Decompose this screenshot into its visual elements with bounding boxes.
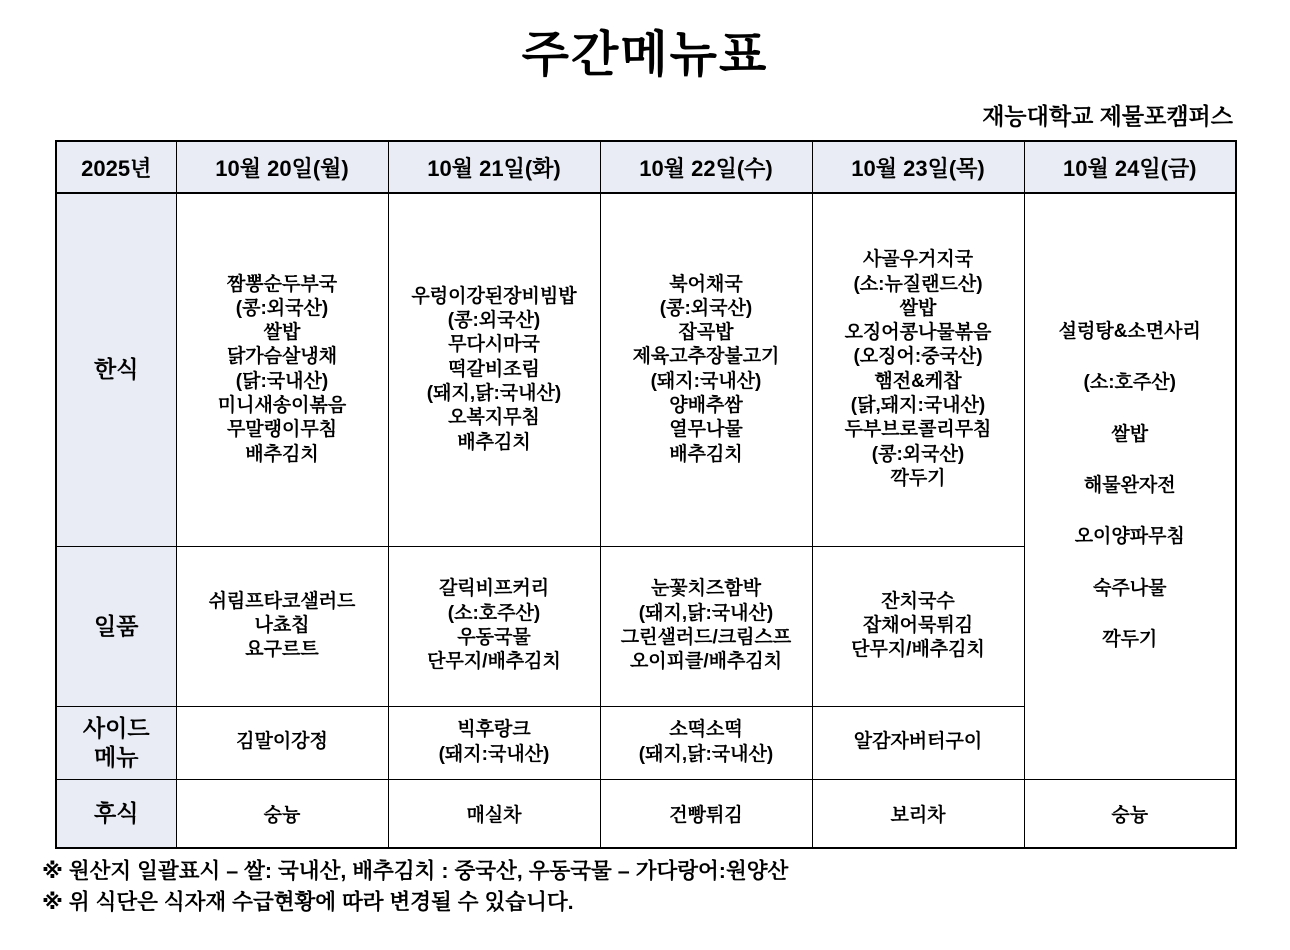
menu-item: 나쵸칩 xyxy=(254,614,310,636)
menu-item: 김말이강정 xyxy=(236,731,328,753)
menu-item: 잡채어묵튀김 xyxy=(862,614,974,636)
menu-item: 빅후랑크 (돼지:국내산) xyxy=(438,719,550,765)
menu-item: 해물완자전 xyxy=(1083,475,1176,497)
dessert-item: 숭늉 xyxy=(1111,804,1149,826)
ilpum-tue-cell xyxy=(388,546,600,706)
menu-item: 미니새송이볶음 xyxy=(217,395,347,417)
menu-item: 배추김치 xyxy=(457,431,531,453)
dessert-thu-cell xyxy=(812,779,1024,848)
day-header-mon: 10월 20일(월) xyxy=(176,141,388,193)
menu-item: 깍두기 xyxy=(1102,629,1158,651)
menu-list xyxy=(389,577,600,674)
menu-item: 요구르트 xyxy=(245,639,319,661)
menu-item: 오징어콩나물볶음 (오징어:중국산) xyxy=(844,322,992,368)
menu-list xyxy=(177,273,388,468)
table-header-row xyxy=(56,141,1236,193)
hansik-tue-cell xyxy=(388,193,600,546)
dessert-item: 건빵튀김 xyxy=(669,804,743,826)
side-mon-cell xyxy=(176,706,388,779)
menu-item: 닭가슴살냉채 (닭:국내산) xyxy=(226,346,338,392)
menu-item: 쉬림프타코샐러드 xyxy=(208,590,356,612)
row-label-dessert: 후식 xyxy=(56,779,176,848)
menu-item: 북어채국 (콩:외국산) xyxy=(659,273,753,319)
menu-item: 깍두기 xyxy=(890,468,946,489)
side-tue-cell xyxy=(388,706,600,779)
dessert-item: 보리차 xyxy=(890,804,946,826)
menu-item: 잡곡밥 xyxy=(678,322,734,344)
menu-item: 그린샐러드/크림스프 xyxy=(620,627,792,648)
dessert-item: 숭늉 xyxy=(263,804,301,826)
ilpum-thu-cell xyxy=(812,546,1024,706)
menu-item: 양배추쌈 xyxy=(669,395,743,417)
year-header-cell: 2025년 xyxy=(56,141,176,193)
menu-list xyxy=(389,285,600,455)
menu-list xyxy=(813,730,1024,754)
row-label-side-menu xyxy=(56,706,176,779)
menu-item: 단무지/배추김치 xyxy=(851,639,985,661)
campus-subtitle: 재능대학교 제물포캠퍼스 xyxy=(982,103,1233,129)
menu-item: 오복지무침 xyxy=(448,407,540,429)
footnote-origin: ※ 원산지 일괄표시 – 쌀: 국내산, 배추김치 : 중국산, 우동국물 – 가다랑어:원양산 xyxy=(42,859,789,883)
menu-list xyxy=(601,577,812,674)
menu-item: 오이피클/배추김치 xyxy=(629,651,783,673)
friday-merged-cell xyxy=(1024,193,1236,779)
menu-list xyxy=(177,590,388,663)
ilpum-mon-cell xyxy=(176,546,388,706)
day-header-wed: 10월 22일(수) xyxy=(600,141,812,193)
menu-item: 무말랭이무침 xyxy=(226,419,338,441)
menu-list xyxy=(1025,320,1236,652)
menu-list xyxy=(601,273,812,468)
label-lines xyxy=(57,714,176,772)
hansik-mon-cell xyxy=(176,193,388,546)
menu-item: 사골우거지국 (소:뉴질랜드산) xyxy=(853,249,983,295)
dessert-row xyxy=(56,779,1236,848)
menu-table xyxy=(55,140,1237,849)
menu-item: 쌀밥 xyxy=(263,322,301,344)
hansik-wed-cell xyxy=(600,193,812,546)
menu-item: 소떡소떡 (돼지,닭:국내산) xyxy=(638,719,774,765)
row-label-ilpum: 일품 xyxy=(56,546,176,706)
menu-list xyxy=(813,248,1024,491)
side-thu-cell xyxy=(812,706,1024,779)
menu-item: 알감자버터구이 xyxy=(853,731,983,753)
menu-item: 우렁이강된장비빔밥 (콩:외국산) xyxy=(411,285,577,331)
menu-item: 두부브로콜리무침 (콩:외국산) xyxy=(844,419,992,465)
menu-item: 무다시마국 xyxy=(448,334,540,356)
menu-item: 쌀밥 xyxy=(899,297,937,319)
menu-item: 단무지/배추김치 xyxy=(427,651,561,673)
footnotes xyxy=(42,856,788,918)
menu-item: 메뉴 xyxy=(94,743,139,770)
menu-item: 햄전&케찹 (닭,돼지:국내산) xyxy=(850,370,986,417)
dessert-fri-cell xyxy=(1024,779,1236,848)
menu-item: 숙주나물 xyxy=(1093,577,1167,599)
menu-list xyxy=(813,590,1024,663)
menu-item: 떡갈비조림 (돼지,닭:국내산) xyxy=(426,358,562,404)
menu-list xyxy=(389,718,600,767)
dessert-mon-cell xyxy=(176,779,388,848)
menu-item: 잔치국수 xyxy=(881,590,955,612)
menu-list xyxy=(177,730,388,754)
menu-item: 배추김치 xyxy=(245,443,319,465)
menu-item: 설렁탕&소면사리 xyxy=(1058,321,1201,343)
dessert-item: 매실차 xyxy=(466,804,522,826)
hansik-row xyxy=(56,193,1236,546)
day-header-tue: 10월 21일(화) xyxy=(388,141,600,193)
menu-list xyxy=(601,718,812,767)
menu-item: 오이양파무침 xyxy=(1074,526,1185,548)
day-header-fri: 10월 24일(금) xyxy=(1024,141,1236,193)
menu-item: 배추김치 xyxy=(669,443,743,465)
hansik-thu-cell xyxy=(812,193,1024,546)
menu-item: 눈꽃치즈함박 (돼지,닭:국내산) xyxy=(638,578,774,624)
page-title: 주간메뉴표 xyxy=(521,28,769,82)
dessert-wed-cell xyxy=(600,779,812,848)
menu-item: (소:호주산) xyxy=(1083,372,1176,394)
dessert-tue-cell xyxy=(388,779,600,848)
menu-item: 우동국물 xyxy=(457,627,531,648)
menu-item: 제육고추장불고기 (돼지:국내산) xyxy=(632,346,780,392)
ilpum-wed-cell xyxy=(600,546,812,706)
row-label-hansik: 한식 xyxy=(56,193,176,546)
day-header-thu: 10월 23일(목) xyxy=(812,141,1024,193)
footnote-change: ※ 위 식단은 식자재 수급현황에 따라 변경될 수 있습니다. xyxy=(42,890,574,915)
menu-item: 열무나물 xyxy=(669,419,743,441)
menu-item: 사이드 xyxy=(82,714,150,741)
menu-item: 갈릭비프커리 (소:호주산) xyxy=(438,578,550,624)
side-wed-cell xyxy=(600,706,812,779)
menu-item: 짬뽕순두부국 (콩:외국산) xyxy=(226,273,338,319)
menu-item: 쌀밥 xyxy=(1111,423,1149,445)
